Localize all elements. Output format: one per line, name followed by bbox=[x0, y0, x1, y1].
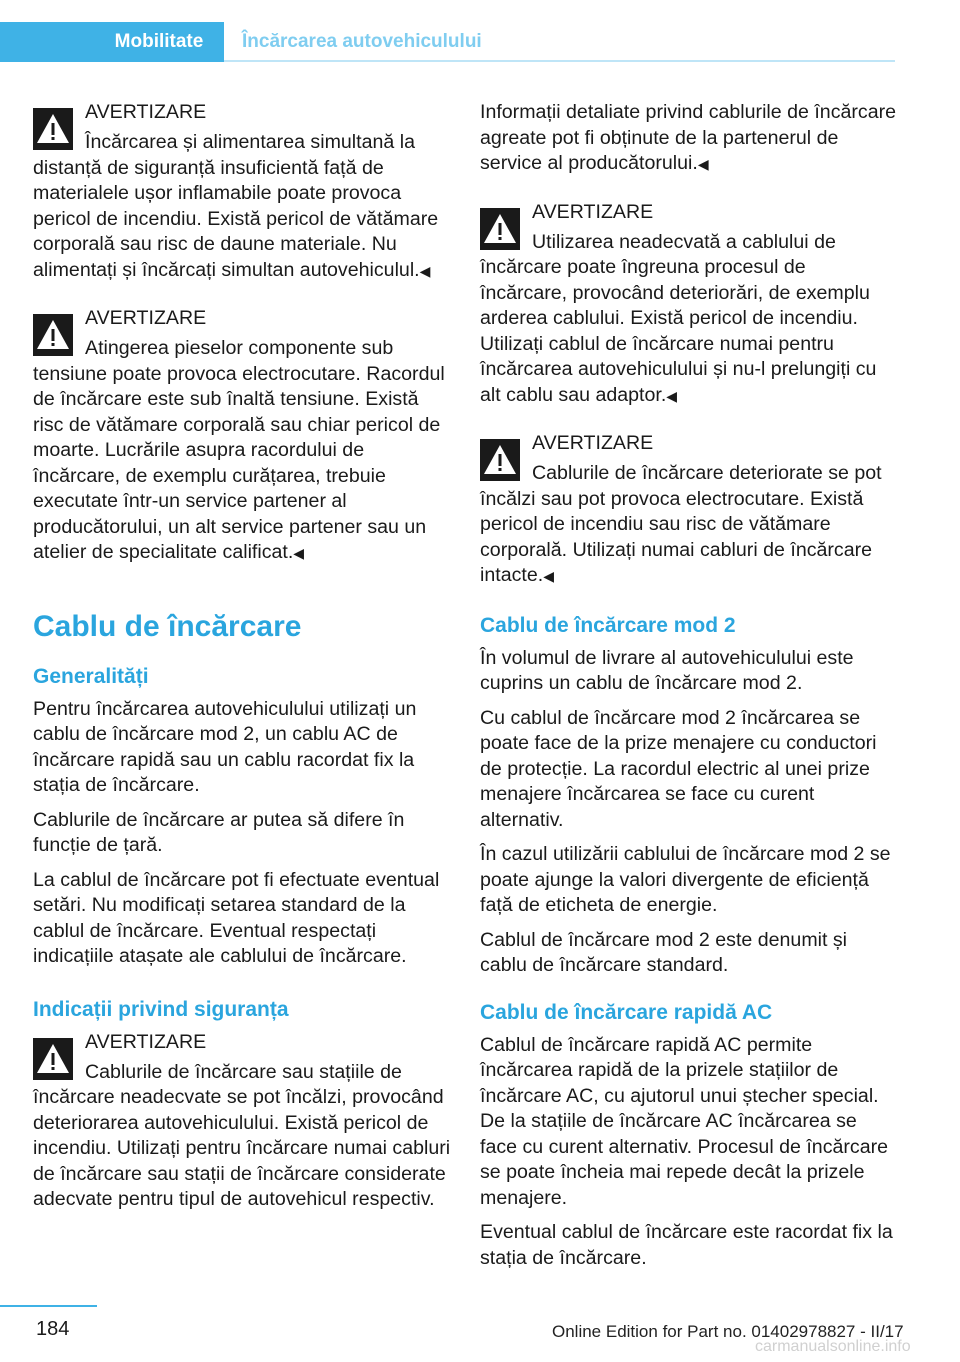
warning-block bbox=[480, 200, 898, 410]
end-mark: ◀ bbox=[419, 262, 431, 279]
subsection-heading-general: Generalități bbox=[33, 664, 149, 688]
page-header bbox=[0, 22, 895, 62]
header-section: Mobilitate bbox=[114, 31, 204, 52]
warning-text: Încărcarea și alimentarea simultană la distanță de siguranță insuficientă față de materialele ușor inflamabile poate provoca pericol de incendiu. Există pericol de vătămare corporală sau risc de daune materiale. Nu alimentați și încărcați simultan autovehiculul. bbox=[33, 131, 439, 281]
warning-title: AVERTIZARE bbox=[85, 1030, 207, 1053]
warning-text: Atingerea pieselor componente sub tensiune poate provoca electrocutare. Racordul de încărcare este sub înaltă tensiune. Există risc de vătămare corporală sau chiar pericol de moarte. Lucrările asupra racordului de încărcare, de exemplu curățarea, trebuie executate într-un service partener al producătorului, un alt service partener sau un atelier de specialitate calificat. bbox=[33, 337, 445, 563]
right-column bbox=[480, 100, 898, 1280]
paragraph: Eventual cablul de încărcare este racordat fix la stația de încărcare. bbox=[480, 1221, 893, 1269]
left-column bbox=[33, 100, 451, 1235]
warning-text: Utilizarea neadecvată a cablului de încărcare poate îngreuna procesul de încărcare, provocând deteriorări, de exemplu arderea cablului. Există pericol de incendiu. Utilizați cablul de încărcare numai pentru încărcarea autovehiculului și nu-l prelungiți cu alt cablu sau adaptor. bbox=[480, 230, 877, 406]
section-heading: Cablu de încărcare bbox=[33, 609, 302, 643]
watermark: carmanualsonline.info bbox=[755, 1338, 911, 1355]
warning-icon bbox=[33, 1038, 73, 1080]
paragraph: Cablul de încărcare rapidă AC permite încărcarea rapidă de la prizele stațiilor de încărcare AC, cu ajutorul unui ștecher special. De la stațiile de încărcare AC încărcarea se face cu curent alternativ. Procesul de încărcare se poate încheia mai repede decât la prizele menajere. bbox=[480, 1033, 889, 1209]
subsection-heading-safety: Indicații privind siguranța bbox=[33, 997, 289, 1021]
warning-title: AVERTIZARE bbox=[532, 200, 654, 223]
header-chapter: Încărcarea autovehiculului bbox=[242, 31, 482, 52]
warning-icon bbox=[33, 108, 73, 150]
end-mark: ◀ bbox=[293, 545, 305, 561]
warning-title: AVERTIZARE bbox=[85, 101, 207, 123]
paragraph: Pentru încărcarea autovehiculului utilizați un cablu de încărcare mod 2, un cablu AC de încărcare rapidă sau un cablu racordat fix la stația de încărcare. bbox=[33, 697, 417, 796]
paragraph: În cazul utilizării cablului de încărcare mod 2 se poate ajunge la valori divergente de eficiență față de eticheta de energie. bbox=[480, 843, 891, 916]
edition-note: Online Edition for Part no. 01402978827 - II/17 bbox=[552, 1322, 904, 1341]
paragraph: În volumul de livrare al autovehiculului este cuprins un cablu de încărcare mod 2. bbox=[480, 646, 854, 694]
footer-rule bbox=[0, 1305, 97, 1307]
paragraph: Cu cablul de încărcare mod 2 încărcarea se poate face de la prize menajere cu conductori de protecție. La racordul electric al unei prize menajere încărcarea se face cu curent alternativ. bbox=[480, 706, 877, 831]
warning-icon bbox=[480, 208, 520, 250]
paragraph: La cablul de încărcare pot fi efectuate eventual setări. Nu modificați setarea standard de la cablul de încărcare. Eventual respectați indicațiile atașate ale cablului de încărcare. bbox=[33, 868, 440, 967]
page-number: 184 bbox=[36, 1318, 70, 1340]
warning-block bbox=[33, 1030, 451, 1213]
end-mark: ◀ bbox=[666, 387, 678, 404]
warning-icon bbox=[33, 314, 73, 356]
warning-block bbox=[33, 100, 451, 284]
warning-text: Cablurile de încărcare deteriorate se pot încălzi sau pot provoca electrocutare. Există pericol de incendiu sau risc de vătămare corporală. Utilizați numai cabluri de încărcare intacte. bbox=[480, 462, 882, 586]
warning-text: Cablurile de încărcare sau stațiile de încărcare neadecvate se pot încălzi, provocând deteriorarea autovehiculului. Există pericol de incendiu. Utilizați pentru încărcare numai cabluri de încărcare sau stații de încărcare considerate adecvate pentru tipul de autovehicul respectiv. bbox=[33, 1060, 451, 1210]
warning-block bbox=[480, 431, 898, 590]
warning-title: AVERTIZARE bbox=[85, 307, 207, 329]
intro-text: Informații detaliate privind cablurile de încărcare agreate pot fi obținute de la partenerul de service al producătorului. bbox=[480, 101, 897, 174]
subsection-heading-mode2: Cablu de încărcare mod 2 bbox=[480, 613, 736, 637]
paragraph: Cablul de încărcare mod 2 este denumit și cablu de încărcare standard. bbox=[480, 928, 848, 976]
header-rule bbox=[224, 60, 895, 62]
paragraph: Cablurile de încărcare ar putea să difere în funcție de țară. bbox=[33, 808, 405, 856]
paragraph bbox=[480, 100, 898, 178]
end-mark: ◀ bbox=[543, 568, 554, 584]
warning-icon bbox=[480, 439, 520, 481]
end-mark: ◀ bbox=[697, 156, 709, 172]
subsection-heading-ac: Cablu de încărcare rapidă AC bbox=[480, 1000, 773, 1024]
warning-block bbox=[33, 306, 451, 567]
warning-title: AVERTIZARE bbox=[532, 432, 654, 454]
